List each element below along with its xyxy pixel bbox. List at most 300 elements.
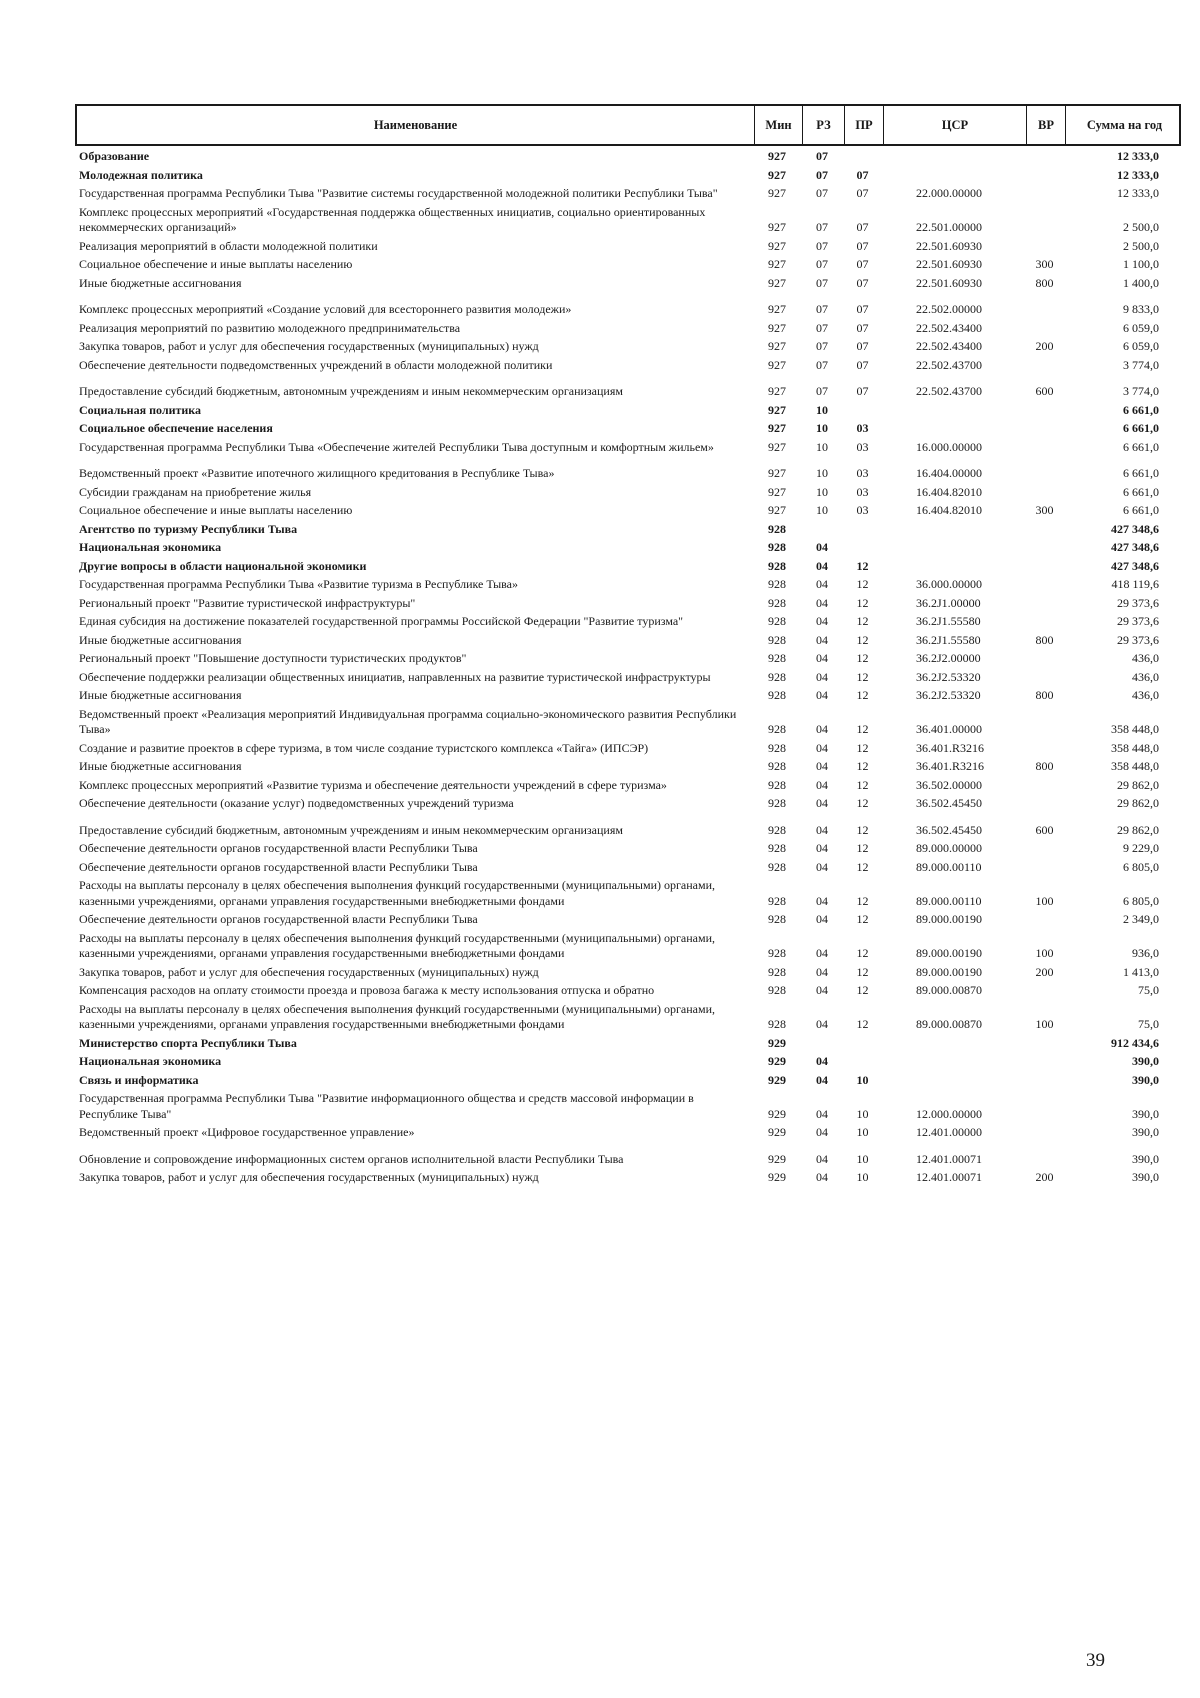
cell-name: Комплекс процессных мероприятий «Создание условий для всестороннего развития молодежи» [79, 302, 572, 316]
cell-rz: 04 [816, 859, 828, 874]
cell-csr: 22.502.00000 [916, 302, 982, 316]
cell-rz: 10 [816, 402, 828, 417]
cell-csr [882, 1051, 1025, 1054]
cell-csr [882, 556, 1025, 559]
cell-rz: 07 [816, 238, 828, 253]
cell-csr: 89.000.00870 [916, 1017, 982, 1031]
cell-min: 929 [768, 1035, 786, 1050]
cell-csr: 36.401.R3216 [916, 759, 985, 773]
cell-sum: 6 661,0 [1123, 503, 1159, 517]
cell-sum: 9 833,0 [1123, 302, 1159, 316]
cell-vr: 600 [1035, 822, 1054, 837]
table-row [79, 403, 1181, 422]
cell-vr: 800 [1035, 688, 1054, 702]
page-number: 39 [1086, 1650, 1105, 1671]
cell-rz: 04 [816, 558, 828, 573]
cell-rz: 04 [816, 1017, 828, 1031]
cell-vr [1025, 1051, 1064, 1054]
cell-rz: 04 [816, 1125, 828, 1139]
cell-csr [882, 1070, 1025, 1073]
cell-csr: 12.401.00071 [916, 1151, 982, 1166]
table-row [79, 186, 1181, 205]
cell-rz: 10 [816, 439, 828, 454]
cell-csr: 36.2J2.53320 [916, 669, 981, 684]
cell-name: Социальное обеспечение и иные выплаты населению [79, 503, 353, 517]
cell-rz: 04 [816, 964, 828, 979]
cell-min: 927 [768, 421, 786, 435]
cell-vr [1025, 418, 1064, 421]
cell-name: Единая субсидия на достижение показателей государственной программы Российской Федерации "Развитие туризма" [79, 614, 684, 628]
header-vr: ВР [1027, 106, 1066, 144]
cell-min: 927 [768, 238, 786, 253]
cell-pr: 03 [856, 466, 869, 480]
cell-min: 928 [768, 595, 786, 610]
cell-pr: 07 [856, 357, 869, 372]
cell-name: Обеспечение деятельности органов государственной власти Республики Тыва [79, 912, 478, 926]
table-row [79, 1091, 1181, 1125]
cell-vr: 300 [1035, 503, 1054, 517]
table-row [79, 707, 1181, 741]
table-row [79, 1002, 1181, 1036]
cell-min: 928 [768, 558, 786, 573]
cell-pr: 12 [856, 841, 869, 855]
cell-sum: 29 373,6 [1117, 632, 1159, 647]
cell-rz: 07 [816, 357, 828, 372]
cell-rz: 10 [816, 484, 828, 499]
cell-sum: 390,0 [1132, 1106, 1159, 1121]
table-row [79, 741, 1181, 760]
cell-min: 928 [768, 577, 786, 591]
header-rz: РЗ [803, 106, 845, 144]
cell-rz: 04 [816, 1170, 828, 1184]
cell-name: Обновление и сопровождение информационных систем органов исполнительной власти Республики Тыва [79, 1151, 624, 1166]
cell-name: Образование [79, 149, 150, 163]
table-row [79, 651, 1181, 670]
cell-pr: 12 [856, 688, 869, 702]
table-row [79, 522, 1181, 541]
header-pr: ПР [845, 106, 884, 144]
cell-sum: 390,0 [1132, 1054, 1159, 1068]
table-row [79, 633, 1181, 652]
cell-name: Закупка товаров, работ и услуг для обеспечения государственных (муниципальных) нужд [79, 339, 539, 353]
cell-sum: 358 448,0 [1111, 759, 1159, 773]
table-row [79, 931, 1181, 965]
table-row [79, 1125, 1181, 1144]
cell-sum: 6 805,0 [1123, 859, 1159, 874]
cell-csr: 36.2J1.55580 [916, 614, 981, 628]
cell-name: Другие вопросы в области национальной экономики [79, 558, 367, 573]
cell-name: Расходы на выплаты персоналу в целях обеспечения выполнения функций государственными (муниципальными) органами, казенными учреждениями, органами управления государственными внебюджетными фондами [79, 1001, 716, 1031]
cell-rz: 04 [816, 777, 828, 792]
cell-csr: 16.404.82010 [916, 484, 982, 499]
cell-min: 927 [768, 402, 786, 417]
cell-name: Предоставление субсидий бюджетным, автономным учреждениям и иным некоммерческим организациям [79, 822, 623, 837]
cell-rz: 04 [816, 577, 828, 591]
table-row [79, 965, 1181, 984]
cell-csr: 12.401.00000 [916, 1125, 982, 1139]
table-row [79, 503, 1181, 522]
table-row [79, 376, 1181, 403]
cell-min: 929 [768, 1170, 786, 1184]
cell-sum: 6 661,0 [1123, 402, 1159, 417]
table-row [79, 149, 1181, 168]
cell-vr [1025, 574, 1064, 577]
cell-min: 927 [768, 220, 786, 234]
table-row [79, 339, 1181, 358]
cell-rz: 04 [816, 651, 828, 665]
table-row [79, 1144, 1181, 1171]
cell-csr: 22.501.60930 [916, 257, 982, 271]
table-row [79, 796, 1181, 815]
cell-name: Реализация мероприятий по развитию молодежного предпринимательства [79, 320, 461, 335]
table-row [79, 458, 1181, 485]
cell-name: Связь и информатика [79, 1072, 199, 1087]
cell-sum: 1 413,0 [1123, 964, 1159, 979]
cell-sum: 427 348,6 [1111, 540, 1159, 554]
cell-csr: 16.404.82010 [916, 503, 982, 517]
cell-name: Обеспечение поддержки реализации общественных инициатив, направленных на развитие туристической инфраструктуры [79, 669, 711, 684]
cell-name: Социальная политика [79, 402, 202, 417]
cell-min: 927 [768, 384, 786, 398]
cell-sum: 75,0 [1138, 1017, 1159, 1031]
header-name: Наименование [77, 106, 755, 144]
cell-min: 927 [768, 275, 786, 290]
cell-rz: 04 [816, 740, 828, 755]
table-row [79, 1036, 1181, 1055]
table-row [79, 421, 1181, 440]
cell-rz: 07 [816, 149, 828, 163]
cell-name: Региональный проект "Повышение доступности туристических продуктов" [79, 651, 467, 665]
cell-min: 928 [768, 614, 786, 628]
cell-rz: 04 [816, 632, 828, 647]
cell-min: 929 [768, 1054, 786, 1068]
cell-pr: 12 [856, 1017, 869, 1031]
cell-vr [1025, 738, 1064, 741]
cell-min: 928 [768, 912, 786, 926]
cell-name: Ведомственный проект «Развитие ипотечного жилищного кредитования в Республике Тыва» [79, 466, 555, 480]
cell-sum: 29 862,0 [1117, 777, 1159, 792]
cell-sum: 358 448,0 [1111, 740, 1159, 755]
cell-vr [1025, 1141, 1064, 1144]
cell-sum: 12 333,0 [1117, 149, 1159, 163]
cell-sum: 6 805,0 [1123, 893, 1159, 908]
cell-sum: 29 862,0 [1117, 822, 1159, 837]
cell-rz: 04 [816, 822, 828, 837]
cell-min: 928 [768, 1017, 786, 1031]
cell-pr: 12 [856, 595, 869, 610]
cell-pr: 03 [856, 503, 869, 517]
cell-csr: 22.502.43400 [916, 320, 982, 335]
table-row [79, 294, 1181, 321]
cell-pr: 12 [856, 558, 869, 573]
table-row [79, 485, 1181, 504]
cell-csr [882, 537, 1025, 540]
table-row [79, 205, 1181, 239]
table-row [79, 596, 1181, 615]
cell-name: Государственная программа Республики Тыва "Развитие системы государственной молодежной политики Республики Тыва" [79, 186, 718, 200]
cell-vr [1025, 455, 1064, 458]
cell-pr: 03 [856, 484, 869, 499]
cell-sum: 2 500,0 [1123, 220, 1159, 234]
cell-vr [1025, 1122, 1064, 1125]
cell-csr: 12.000.00000 [916, 1106, 982, 1121]
cell-rz: 04 [816, 893, 828, 908]
cell-name: Обеспечение деятельности подведомственных учреждений в области молодежной политики [79, 357, 553, 372]
cell-pr: 07 [856, 167, 869, 182]
cell-name: Иные бюджетные ассигнования [79, 632, 242, 647]
cell-pr: 12 [856, 822, 869, 837]
cell-pr: 12 [856, 651, 869, 665]
cell-vr: 100 [1035, 1017, 1054, 1031]
cell-min: 927 [768, 484, 786, 499]
cell-rz: 07 [816, 384, 828, 398]
cell-rz: 10 [816, 421, 828, 435]
cell-rz: 10 [816, 466, 828, 480]
cell-rz: 07 [816, 220, 828, 234]
cell-name: Национальная экономика [79, 540, 222, 554]
cell-min: 929 [768, 1106, 786, 1121]
cell-vr [1025, 236, 1064, 239]
cell-rz: 04 [816, 614, 828, 628]
cell-vr [1025, 875, 1064, 878]
cell-csr [882, 165, 1025, 168]
cell-name: Создание и развитие проектов в сфере туризма, в том числе создание туристского комплекса «Тайга» (ИПСЭР) [79, 740, 649, 755]
cell-name: Молодежная политика [79, 167, 203, 182]
cell-min: 928 [768, 964, 786, 979]
cell-pr: 07 [856, 302, 869, 316]
cell-vr: 200 [1035, 1170, 1054, 1184]
header-csr: ЦСР [884, 106, 1027, 144]
cell-sum: 912 434,6 [1111, 1035, 1159, 1050]
cell-min: 928 [768, 651, 786, 665]
cell-sum: 75,0 [1138, 983, 1159, 997]
cell-rz: 07 [816, 339, 828, 353]
cell-csr: 12.401.00071 [916, 1170, 982, 1184]
cell-sum: 29 373,6 [1117, 595, 1159, 610]
cell-pr: 12 [856, 796, 869, 810]
cell-vr [1025, 373, 1064, 376]
cell-min: 928 [768, 841, 786, 855]
cell-min: 928 [768, 859, 786, 874]
cell-name: Расходы на выплаты персоналу в целях обеспечения выполнения функций государственными (муниципальными) органами, казенными учреждениями, органами управления государственными внебюджетными фондами [79, 930, 716, 960]
cell-csr: 36.401.R3216 [916, 740, 985, 755]
cell-rz: 04 [816, 912, 828, 926]
cell-rz: 04 [816, 595, 828, 610]
cell-name: Субсидии гражданам на приобретение жилья [79, 484, 312, 499]
cell-rz: 04 [816, 540, 828, 554]
cell-sum: 427 348,6 [1111, 558, 1159, 573]
cell-rz: 07 [816, 167, 828, 182]
cell-pr: 12 [856, 983, 869, 997]
table-row [79, 759, 1181, 778]
cell-csr: 89.000.00190 [916, 964, 982, 979]
cell-sum: 2 349,0 [1123, 912, 1159, 926]
cell-min: 928 [768, 796, 786, 810]
cell-pr: 12 [856, 964, 869, 979]
table-row [79, 559, 1181, 578]
cell-vr: 300 [1035, 257, 1054, 271]
cell-name: Обеспечение деятельности органов государственной власти Республики Тыва [79, 841, 478, 855]
cell-csr: 89.000.00870 [916, 983, 982, 997]
cell-min: 927 [768, 339, 786, 353]
table-row [79, 321, 1181, 340]
cell-min: 928 [768, 822, 786, 837]
cell-min: 927 [768, 186, 786, 200]
cell-pr: 12 [856, 912, 869, 926]
cell-name: Государственная программа Республики Тыва "Развитие информационного общества и средств массовой информации в Республике Тыва" [79, 1091, 694, 1121]
cell-name: Иные бюджетные ассигнования [79, 688, 242, 702]
table-row [79, 778, 1181, 797]
cell-vr: 100 [1035, 946, 1054, 960]
cell-sum: 12 333,0 [1117, 167, 1159, 182]
cell-min: 927 [768, 503, 786, 517]
cell-min: 928 [768, 632, 786, 647]
table-row [79, 276, 1181, 295]
cell-sum: 1 100,0 [1123, 257, 1159, 271]
cell-sum: 3 774,0 [1123, 357, 1159, 372]
cell-csr: 36.2J2.00000 [916, 651, 981, 665]
cell-sum: 436,0 [1132, 651, 1159, 665]
cell-vr: 800 [1035, 759, 1054, 773]
cell-csr: 89.000.00190 [916, 946, 982, 960]
cell-csr: 22.000.00000 [916, 186, 982, 200]
cell-min: 927 [768, 320, 786, 335]
cell-pr: 12 [856, 614, 869, 628]
table-row [79, 358, 1181, 377]
cell-pr: 07 [856, 220, 869, 234]
table-row [79, 841, 1181, 860]
cell-vr [1025, 202, 1064, 205]
cell-min: 928 [768, 983, 786, 997]
cell-sum: 358 448,0 [1111, 722, 1159, 736]
cell-vr: 200 [1035, 339, 1054, 353]
cell-pr: 12 [856, 946, 869, 960]
cell-vr [1025, 556, 1064, 559]
cell-csr: 89.000.00000 [916, 841, 982, 855]
cell-csr: 36.2J1.55580 [916, 632, 981, 647]
cell-rz: 04 [816, 1072, 828, 1087]
cell-csr: 36.401.00000 [916, 722, 982, 736]
cell-vr [1025, 593, 1064, 596]
cell-csr: 16.000.00000 [916, 439, 982, 454]
cell-vr: 800 [1035, 275, 1054, 290]
cell-sum: 427 348,6 [1111, 521, 1159, 536]
cell-csr: 36.502.00000 [916, 777, 982, 792]
cell-pr: 12 [856, 577, 869, 591]
cell-min: 929 [768, 1072, 786, 1087]
cell-rz: 04 [816, 983, 828, 997]
table-row [79, 577, 1181, 596]
cell-min: 927 [768, 466, 786, 480]
cell-name: Обеспечение деятельности органов государственной власти Республики Тыва [79, 859, 478, 874]
cell-pr: 12 [856, 893, 869, 908]
cell-sum: 418 119,6 [1111, 577, 1159, 591]
table-row [79, 912, 1181, 931]
cell-pr: 12 [856, 669, 869, 684]
cell-csr: 36.2J1.00000 [916, 595, 981, 610]
cell-sum: 6 661,0 [1123, 484, 1159, 499]
cell-name: Комплекс процессных мероприятий «Развитие туризма и обеспечение деятельности учреждений в сфере туризма» [79, 777, 667, 792]
cell-min: 928 [768, 777, 786, 792]
cell-rz: 04 [816, 688, 828, 702]
cell-pr: 03 [856, 439, 869, 454]
cell-min: 927 [768, 302, 786, 316]
cell-pr: 12 [856, 632, 869, 647]
cell-sum: 29 373,6 [1117, 614, 1159, 628]
cell-min: 927 [768, 167, 786, 182]
cell-sum: 390,0 [1132, 1170, 1159, 1184]
cell-name: Социальное обеспечение населения [79, 421, 273, 435]
table-row [79, 1073, 1181, 1092]
cell-pr: 07 [856, 320, 869, 335]
cell-rz: 04 [816, 1054, 828, 1068]
table-row [79, 440, 1181, 459]
cell-name: Ведомственный проект «Реализация мероприятий Индивидуальная программа социально-экономического развития Республики Тыва» [79, 706, 737, 736]
cell-sum: 12 333,0 [1117, 186, 1159, 200]
cell-csr: 36.2J2.53320 [916, 688, 981, 702]
cell-name: Национальная экономика [79, 1054, 222, 1068]
cell-sum: 390,0 [1132, 1151, 1159, 1166]
cell-sum: 6 059,0 [1123, 320, 1159, 335]
cell-name: Обеспечение деятельности (оказание услуг) подведомственных учреждений туризма [79, 796, 514, 810]
table-row [79, 1170, 1181, 1189]
cell-rz: 04 [816, 841, 828, 855]
cell-name: Иные бюджетные ассигнования [79, 275, 242, 290]
cell-pr: 12 [856, 740, 869, 755]
cell-min: 928 [768, 521, 786, 536]
cell-pr: 12 [856, 777, 869, 792]
cell-pr: 10 [856, 1151, 869, 1166]
cell-vr: 100 [1035, 893, 1054, 908]
cell-name: Государственная программа Республики Тыва «Обеспечение жителей Республики Тыва доступным и комфортным жильем» [79, 439, 714, 454]
cell-rz: 10 [816, 503, 828, 517]
cell-csr: 22.502.43700 [916, 357, 982, 372]
cell-csr [882, 1088, 1025, 1091]
cell-min: 928 [768, 669, 786, 684]
cell-pr: 03 [856, 421, 869, 435]
cell-sum: 436,0 [1132, 688, 1159, 702]
cell-sum: 390,0 [1132, 1072, 1159, 1087]
cell-sum: 6 661,0 [1123, 421, 1159, 435]
cell-pr [843, 1051, 882, 1054]
cell-sum: 936,0 [1132, 946, 1159, 960]
cell-rz: 07 [816, 320, 828, 335]
cell-rz: 07 [816, 186, 828, 200]
cell-csr: 36.502.45450 [916, 822, 982, 837]
cell-sum: 2 500,0 [1123, 238, 1159, 253]
cell-pr: 10 [856, 1106, 869, 1121]
cell-vr [1025, 183, 1064, 186]
cell-min: 928 [768, 759, 786, 773]
cell-rz: 04 [816, 759, 828, 773]
cell-sum: 3 774,0 [1123, 384, 1159, 398]
cell-name: Закупка товаров, работ и услуг для обеспечения государственных (муниципальных) нужд [79, 964, 539, 979]
table-row [79, 815, 1181, 842]
cell-vr [1025, 1070, 1064, 1073]
table-row [79, 614, 1181, 633]
cell-name: Ведомственный проект «Цифровое государственное управление» [79, 1125, 415, 1139]
cell-sum: 9 229,0 [1123, 841, 1159, 855]
cell-name: Расходы на выплаты персоналу в целях обеспечения выполнения функций государственными (муниципальными) органами, казенными учреждениями, органами управления государственными внебюджетными фондами [79, 878, 716, 908]
cell-pr: 07 [856, 339, 869, 353]
cell-rz: 04 [816, 1151, 828, 1166]
cell-rz: 04 [816, 669, 828, 684]
cell-min: 929 [768, 1125, 786, 1139]
cell-rz: 04 [816, 722, 828, 736]
table-header [75, 104, 1181, 146]
cell-vr [1025, 537, 1064, 540]
table-row [79, 860, 1181, 879]
